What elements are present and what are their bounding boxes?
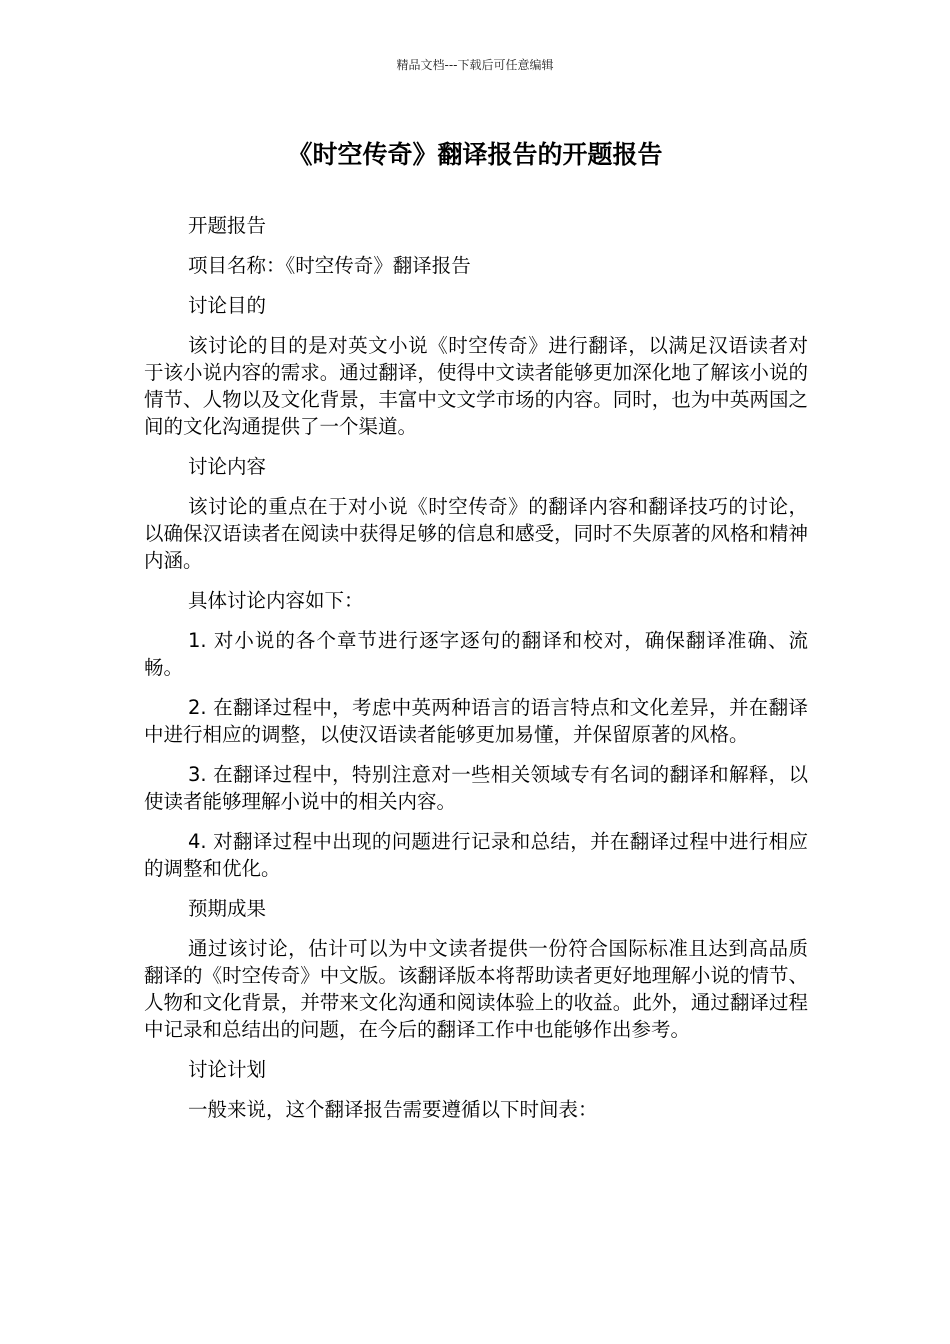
section-heading-purpose: 讨论目的 xyxy=(188,294,267,317)
document-title: 《时空传奇》翻译报告的开题报告 xyxy=(287,140,663,169)
section-heading-plan: 讨论计划 xyxy=(188,1058,267,1081)
section-heading-proposal: 开题报告 xyxy=(188,214,267,237)
project-name-line: 项目名称：《时空传奇》翻译报告 xyxy=(188,254,471,277)
section-heading-content: 讨论内容 xyxy=(188,455,267,478)
list-item-3: 3. 在翻译过程中，特别注意对一些相关领域专有名词的翻译和解释，以使读者能够理解小说中的相关内容。 xyxy=(144,763,808,813)
section-heading-expected-results: 预期成果 xyxy=(188,897,267,920)
header-note: 精品文档---下载后可任意编辑 xyxy=(396,58,554,72)
content-paragraph: 该讨论的重点在于对小说《时空传奇》的翻译内容和翻译技巧的讨论，以确保汉语读者在阅读中获得足够的信息和感受，同时不失原著的风格和精神内涵。 xyxy=(144,495,808,572)
list-item-1: 1. 对小说的各个章节进行逐字逐句的翻译和校对，确保翻译准确、流畅。 xyxy=(144,629,808,679)
list-item-4: 4. 对翻译过程中出现的问题进行记录和总结，并在翻译过程中进行相应的调整和优化。 xyxy=(144,830,808,880)
document-body xyxy=(144,212,808,1136)
content-list-intro: 具体讨论内容如下： xyxy=(188,589,364,612)
purpose-paragraph: 该讨论的目的是对英文小说《时空传奇》进行翻译，以满足汉语读者对于该小说内容的需求。通过翻译，使得中文读者能够更加深化地了解该小说的情节、人物以及文化背景，丰富中文文学市场的内容。同时，也为中英两国之间的文化沟通提供了一个渠道。 xyxy=(144,334,808,438)
list-item-2: 2. 在翻译过程中，考虑中英两种语言的语言特点和文化差异，并在翻译中进行相应的调整，以使汉语读者能够更加易懂，并保留原著的风格。 xyxy=(144,696,808,746)
plan-intro-paragraph: 一般来说，这个翻译报告需要遵循以下时间表： xyxy=(188,1098,598,1121)
expected-results-paragraph: 通过该讨论，估计可以为中文读者提供一份符合国际标准且达到高品质翻译的《时空传奇》中文版。该翻译版本将帮助读者更好地理解小说的情节、人物和文化背景，并带来文化沟通和阅读体验上的收益。此外，通过翻译过程中记录和总结出的问题，在今后的翻译工作中也能够作出参考。 xyxy=(144,937,808,1041)
